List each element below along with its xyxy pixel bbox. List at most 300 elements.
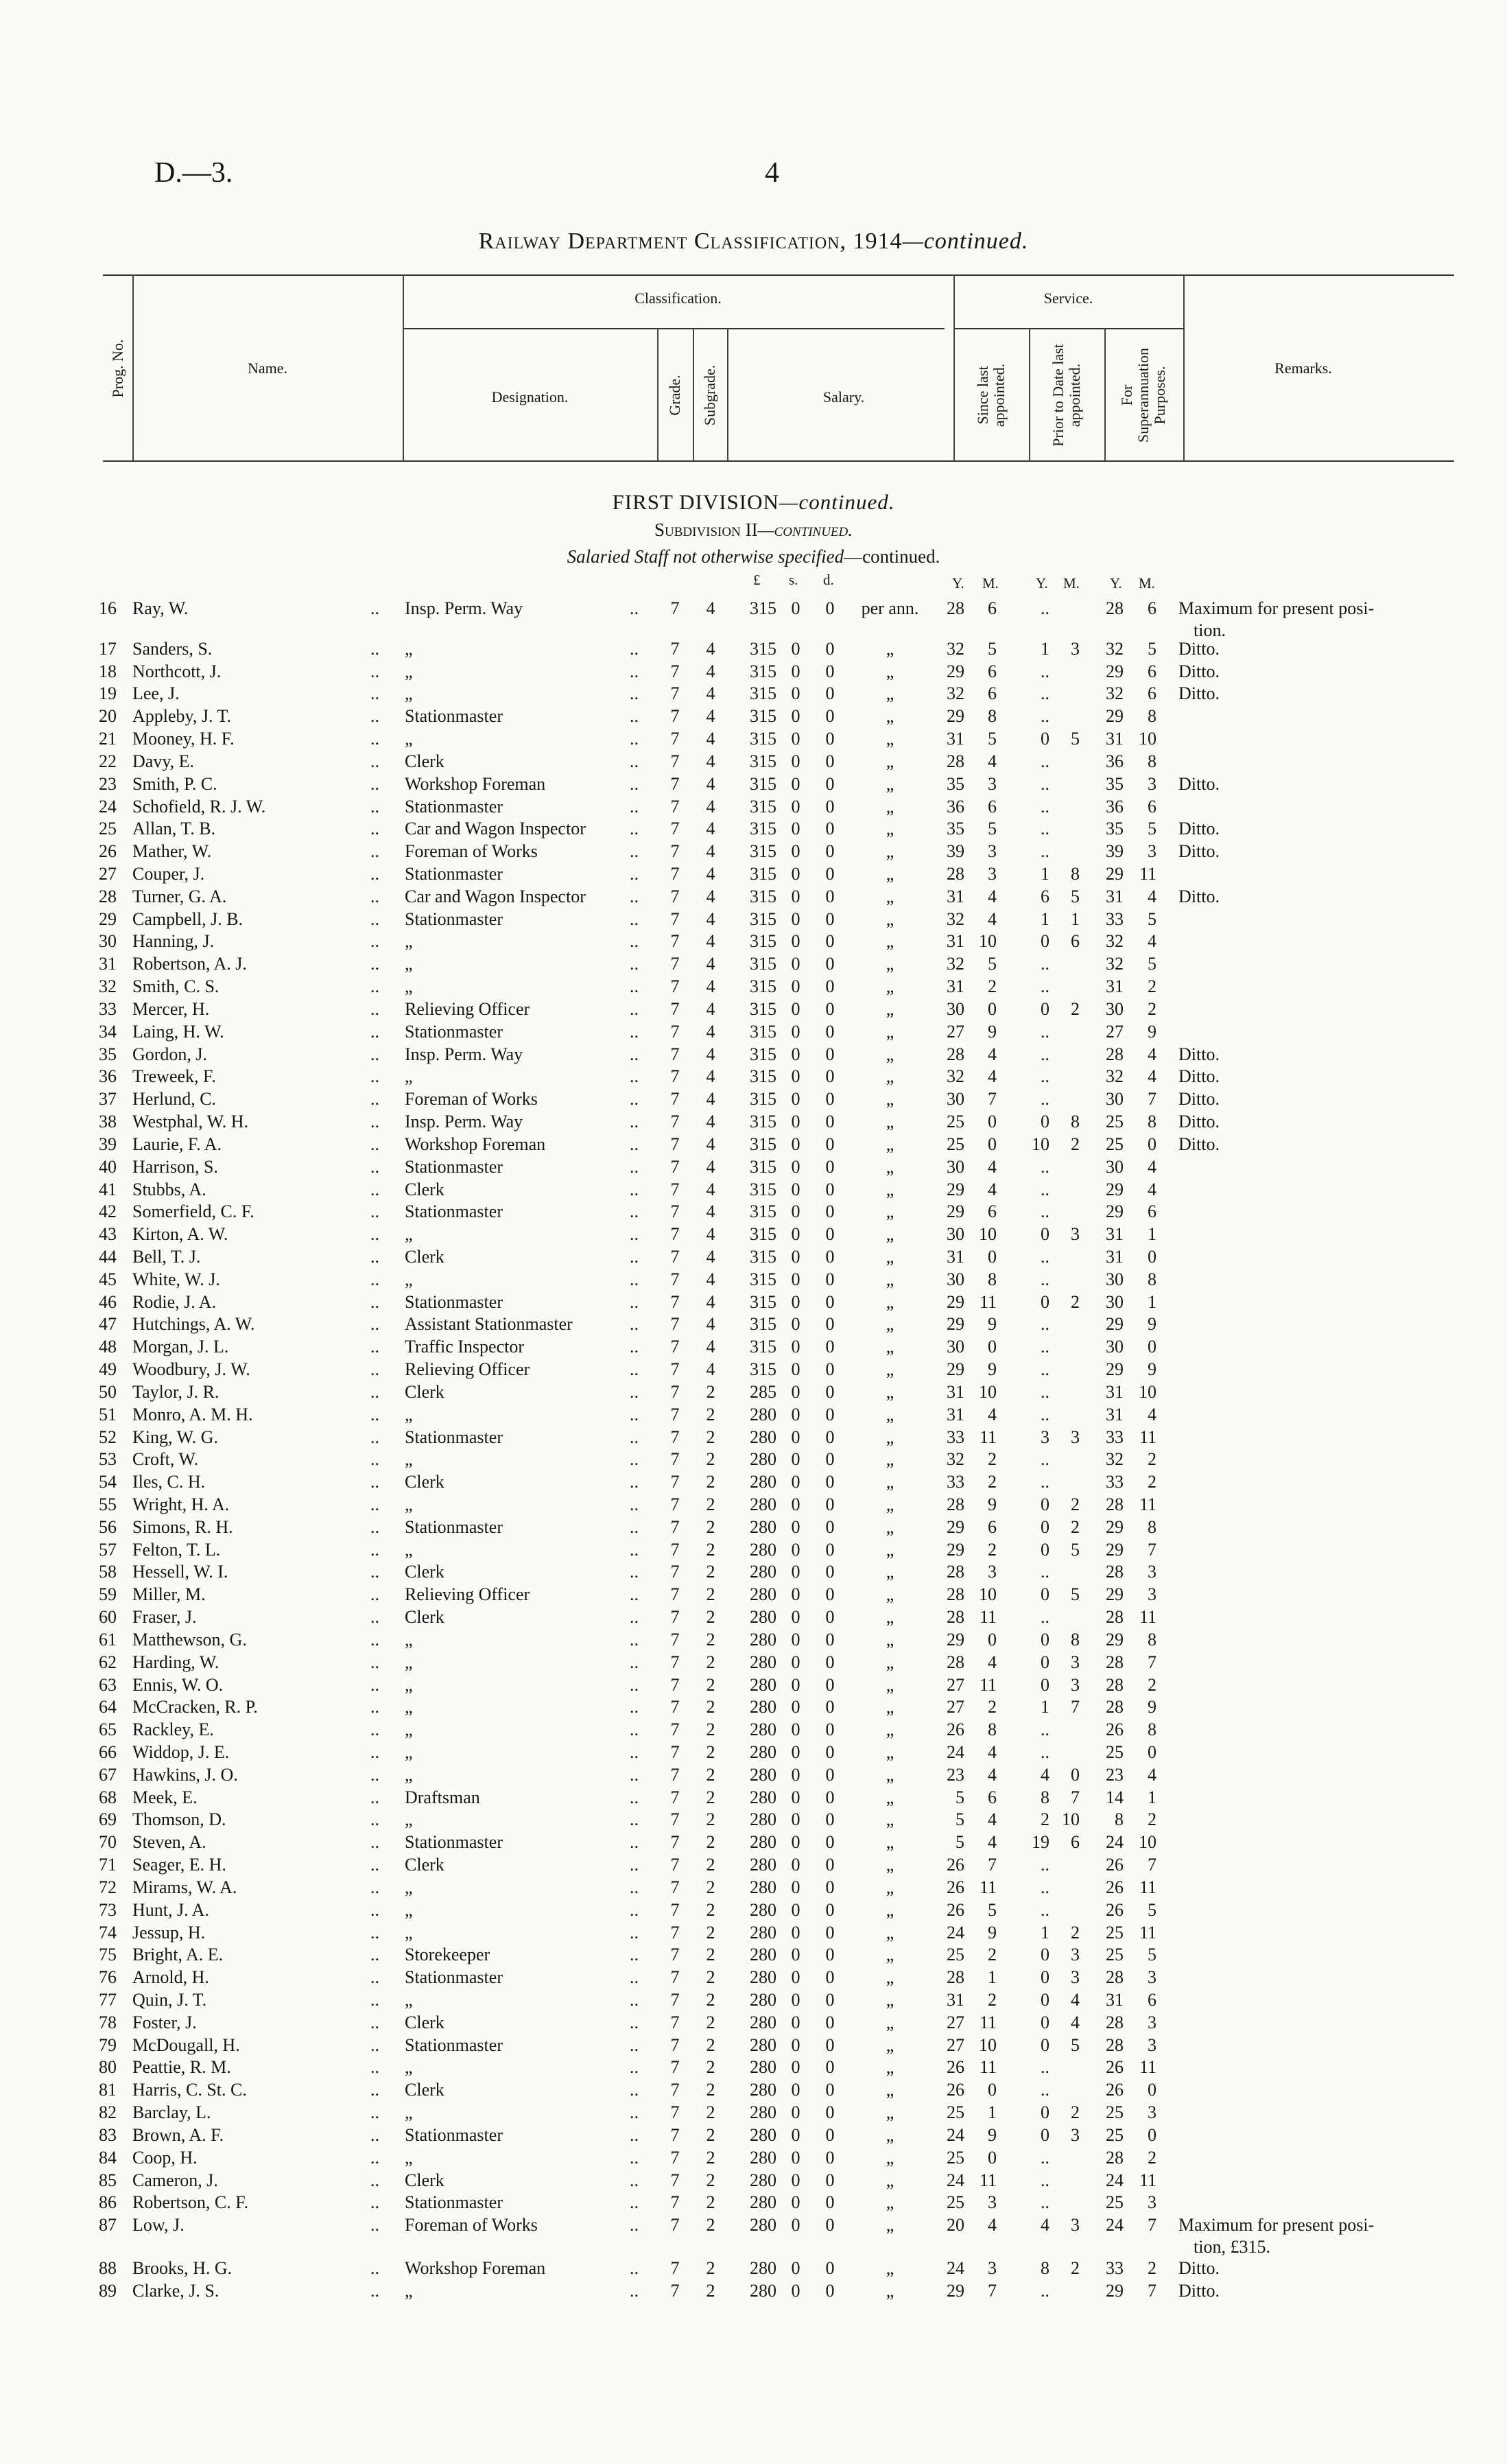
- prior-months: 2: [1071, 1134, 1080, 1154]
- designation: „: [405, 976, 413, 997]
- leader-dots: ..: [630, 998, 639, 1019]
- subgrade: 2: [706, 1562, 715, 1582]
- staff-name: Low, J.: [132, 2215, 185, 2236]
- designation: „: [405, 1990, 413, 2010]
- prior-months: 5: [1071, 1539, 1080, 1560]
- subgrade: 4: [706, 1179, 715, 1199]
- prog-no: 51: [99, 1404, 117, 1424]
- since-years: 29: [947, 1314, 964, 1335]
- leader-dots: ..: [370, 954, 379, 974]
- prior-months: 3: [1071, 2215, 1080, 2236]
- super-years: 28: [1106, 2012, 1124, 2032]
- salary-shillings: 0: [791, 1516, 800, 1537]
- salary-pence: 0: [825, 638, 835, 659]
- subgrade: 2: [706, 1381, 715, 1402]
- grade: 7: [670, 1269, 680, 1289]
- table-row: [0, 1539, 1507, 1561]
- staff-name: Laing, H. W.: [132, 1021, 224, 1042]
- salary-pence: 0: [825, 1877, 835, 1897]
- designation: „: [405, 661, 413, 681]
- since-months: 5: [988, 638, 997, 659]
- leader-dots: ..: [370, 1381, 379, 1402]
- staff-name: Bell, T. J.: [132, 1246, 201, 1267]
- leader-dots: ..: [370, 1224, 379, 1245]
- since-years: 31: [947, 1404, 964, 1424]
- super-months: 11: [1139, 1877, 1156, 1897]
- prior-years: ..: [1041, 1449, 1049, 1470]
- staff-name: Fraser, J.: [132, 1607, 197, 1628]
- super-years: 29: [1106, 1314, 1124, 1335]
- salary-pence: 0: [825, 1516, 835, 1537]
- salary-period: „: [886, 908, 894, 929]
- prior-years: ..: [1041, 706, 1049, 727]
- grade: 7: [670, 886, 680, 906]
- leader-dots: ..: [370, 661, 379, 681]
- salary-shillings: 0: [791, 706, 800, 727]
- super-months: 3: [1148, 2034, 1156, 2055]
- super-months: 7: [1148, 1539, 1156, 1560]
- salary-period: „: [886, 1359, 894, 1380]
- since-years: 36: [947, 796, 964, 817]
- prog-no: 66: [99, 1742, 117, 1762]
- designation: „: [405, 1224, 413, 1245]
- staff-name: Davy, E.: [132, 751, 195, 771]
- salary-pence: 0: [825, 819, 835, 839]
- salary-shillings: 0: [791, 2147, 800, 2168]
- table-row: [0, 2012, 1507, 2034]
- staff-name: Herlund, C.: [132, 1089, 217, 1110]
- staff-name: McCracken, R. P.: [132, 1697, 258, 1717]
- salary-period: „: [886, 1404, 894, 1424]
- leader-dots: ..: [370, 2215, 379, 2236]
- salary-shillings: 0: [791, 1449, 800, 1470]
- designation: „: [405, 2280, 413, 2301]
- prog-no: 43: [99, 1224, 117, 1245]
- staff-suffix: —continued.: [844, 546, 940, 567]
- unit-years-since: Y.: [952, 575, 964, 591]
- salary-shillings: 0: [791, 1787, 800, 1807]
- grade: 7: [670, 1945, 680, 1965]
- leader-dots: ..: [370, 1179, 379, 1199]
- grade: 7: [670, 1314, 680, 1335]
- subgrade: 2: [706, 1787, 715, 1807]
- super-years: 30: [1106, 1269, 1124, 1289]
- super-months: 9: [1148, 1021, 1156, 1042]
- table-row: [0, 976, 1507, 998]
- designation: „: [405, 729, 413, 749]
- staff-name: Peattie, R. M.: [132, 2057, 231, 2078]
- super-years: 26: [1106, 1877, 1124, 1897]
- super-years: 31: [1106, 886, 1124, 906]
- designation: Stationmaster: [405, 1291, 503, 1312]
- salary-pence: 0: [825, 1359, 835, 1380]
- super-years: 29: [1106, 661, 1124, 681]
- super-years: 26: [1106, 2057, 1124, 2078]
- subgrade: 2: [706, 1967, 715, 1988]
- table-row: [0, 1831, 1507, 1853]
- leader-dots: ..: [370, 1652, 379, 1672]
- leader-dots: ..: [630, 2034, 639, 2055]
- super-years: 27: [1106, 1021, 1124, 1042]
- subgrade: 4: [706, 908, 715, 929]
- since-months: 4: [988, 1066, 997, 1087]
- table-row: [0, 1787, 1507, 1809]
- super-months: 1: [1148, 1787, 1156, 1807]
- leader-dots: ..: [630, 1269, 639, 1289]
- salary-shillings: 0: [791, 1089, 800, 1110]
- since-years: 30: [947, 1089, 964, 1110]
- prior-years: 0: [1041, 2012, 1049, 2032]
- table-row: [0, 1741, 1507, 1763]
- since-months: 4: [988, 751, 997, 771]
- grade: 7: [670, 2280, 680, 2301]
- super-months: 5: [1148, 819, 1156, 839]
- salary-pence: 0: [825, 1742, 835, 1762]
- grade: 7: [670, 1990, 680, 2010]
- leader-dots: ..: [630, 1832, 639, 1853]
- prior-years: 0: [1041, 1674, 1049, 1695]
- super-years: 36: [1106, 751, 1124, 771]
- remarks: Ditto.: [1178, 1112, 1220, 1132]
- prior-years: ..: [1041, 1720, 1049, 1740]
- staff-name: Mercer, H.: [132, 998, 210, 1019]
- salary-pounds: 280: [750, 2258, 776, 2279]
- staff-name: Kirton, A. W.: [132, 1224, 228, 1245]
- salary-pence: 0: [825, 2147, 835, 2168]
- prior-years: ..: [1041, 1562, 1049, 1582]
- prior-years: 0: [1041, 931, 1049, 952]
- table-row: [0, 1381, 1507, 1403]
- leader-dots: ..: [370, 1156, 379, 1177]
- salary-shillings: 0: [791, 1720, 800, 1740]
- grade: 7: [670, 1404, 680, 1424]
- table-row: [0, 1021, 1507, 1043]
- subgrade: 2: [706, 2147, 715, 2168]
- designation: Assistant Stationmaster: [405, 1314, 573, 1335]
- grade: 7: [670, 2012, 680, 2032]
- remarks: Ditto.: [1178, 819, 1220, 839]
- table-row: [0, 1336, 1507, 1358]
- grade: 7: [670, 1337, 680, 1357]
- prog-no: 63: [99, 1674, 117, 1695]
- prog-no: 50: [99, 1381, 117, 1402]
- header-bottom-rule: [103, 460, 1454, 462]
- super-months: 4: [1148, 1156, 1156, 1177]
- salary-period: „: [886, 1381, 894, 1402]
- salary-shillings: 0: [791, 1922, 800, 1943]
- salary-shillings: 0: [791, 2258, 800, 2279]
- since-years: 32: [947, 638, 964, 659]
- salary-shillings: 0: [791, 1246, 800, 1267]
- salary-pounds: 280: [750, 1967, 776, 1988]
- grade: 7: [670, 819, 680, 839]
- prior-years: ..: [1041, 2280, 1049, 2301]
- table-row: [0, 2192, 1507, 2214]
- salary-period: „: [886, 1337, 894, 1357]
- prior-years: 2: [1041, 1809, 1049, 1830]
- staff-name: Clarke, J. S.: [132, 2280, 219, 2301]
- super-months: 8: [1148, 1629, 1156, 1650]
- subgrade: 4: [706, 1066, 715, 1087]
- leader-dots: ..: [370, 1516, 379, 1537]
- salary-pence: 0: [825, 1809, 835, 1830]
- designation: „: [405, 1899, 413, 1920]
- designation: Foreman of Works: [405, 841, 538, 862]
- salary-pounds: 315: [750, 598, 776, 618]
- prog-no: 84: [99, 2147, 117, 2168]
- salary-period: „: [886, 1494, 894, 1514]
- prior-years: ..: [1041, 1179, 1049, 1199]
- designation: Clerk: [405, 1179, 444, 1199]
- prog-no: 18: [99, 661, 117, 681]
- leader-dots: ..: [370, 751, 379, 771]
- since-months: 10: [979, 1381, 997, 1402]
- grade: 7: [670, 1742, 680, 1762]
- grade: 7: [670, 2215, 680, 2236]
- prior-months: 5: [1071, 886, 1080, 906]
- staff-name: Coop, H.: [132, 2147, 198, 2168]
- since-years: 31: [947, 1381, 964, 1402]
- title-main: Railway Department Classification, 1914: [478, 228, 903, 254]
- staff-name: McDougall, H.: [132, 2034, 240, 2055]
- leader-dots: ..: [370, 1742, 379, 1762]
- designation: „: [405, 1922, 413, 1943]
- salary-shillings: 0: [791, 1066, 800, 1087]
- grade: 7: [670, 1201, 680, 1222]
- since-months: 9: [988, 1494, 997, 1514]
- grade: 7: [670, 1359, 680, 1380]
- leader-dots: ..: [370, 1427, 379, 1447]
- salary-pence: 0: [825, 1629, 835, 1650]
- grade: 7: [670, 1179, 680, 1199]
- table-row: [0, 930, 1507, 952]
- since-years: 30: [947, 1337, 964, 1357]
- designation: Insp. Perm. Way: [405, 1112, 523, 1132]
- designation: „: [405, 2057, 413, 2078]
- staff-name: Hawkins, J. O.: [132, 1764, 238, 1785]
- leader-dots: ..: [630, 1472, 639, 1492]
- since-years: 28: [947, 598, 964, 618]
- prog-no: 41: [99, 1179, 117, 1199]
- leader-dots: ..: [630, 1359, 639, 1380]
- grade: 7: [670, 2124, 680, 2145]
- salary-shillings: 0: [791, 886, 800, 906]
- subgrade: 2: [706, 1922, 715, 1943]
- salary-pounds: 280: [750, 1809, 776, 1830]
- salary-shillings: 0: [791, 954, 800, 974]
- subgrade: 4: [706, 598, 715, 618]
- super-years: 32: [1106, 1066, 1124, 1087]
- salary-pounds: 315: [750, 908, 776, 929]
- since-months: 3: [988, 2258, 997, 2279]
- salary-pence: 0: [825, 1990, 835, 2010]
- prior-years: ..: [1041, 1359, 1049, 1380]
- classification-header: Classification.: [634, 290, 722, 307]
- grade: 7: [670, 2034, 680, 2055]
- super-months: 0: [1148, 1337, 1156, 1357]
- super-years: 31: [1106, 976, 1124, 997]
- salary-shillings: 0: [791, 1607, 800, 1628]
- designation: Traffic Inspector: [405, 1337, 525, 1357]
- salary-pounds: 280: [750, 2170, 776, 2190]
- salary-pence: 0: [825, 954, 835, 974]
- grade: 7: [670, 729, 680, 749]
- salary-period: „: [886, 1945, 894, 1965]
- super-months: 8: [1148, 751, 1156, 771]
- since-months: 4: [988, 1809, 997, 1830]
- grade: 7: [670, 954, 680, 974]
- salary-pounds: 315: [750, 1337, 776, 1357]
- unit-months-super: M.: [1139, 575, 1155, 591]
- salary-period: „: [886, 751, 894, 771]
- super-years: 28: [1106, 2147, 1124, 2168]
- subgrade: 4: [706, 998, 715, 1019]
- table-row: [0, 1179, 1507, 1201]
- super-months: 11: [1139, 2057, 1156, 2078]
- salary-pence: 0: [825, 908, 835, 929]
- leader-dots: ..: [630, 1629, 639, 1650]
- staff-name: Robertson, A. J.: [132, 954, 247, 974]
- super-years: 24: [1106, 2170, 1124, 2190]
- leader-dots: ..: [370, 773, 379, 794]
- grade: 7: [670, 661, 680, 681]
- super-months: 6: [1148, 683, 1156, 704]
- remarks: Ditto.: [1178, 638, 1220, 659]
- salary-period: „: [886, 706, 894, 727]
- super-years: 8: [1115, 1809, 1124, 1830]
- salary-pence: 0: [825, 1539, 835, 1560]
- staff-name: Turner, G. A.: [132, 886, 227, 906]
- since-months: 11: [979, 2012, 997, 2032]
- leader-dots: ..: [630, 1112, 639, 1132]
- prog-no: 42: [99, 1201, 117, 1222]
- prog-no: 22: [99, 751, 117, 771]
- prog-no: 64: [99, 1697, 117, 1717]
- grade: 7: [670, 1787, 680, 1807]
- salary-shillings: 0: [791, 1381, 800, 1402]
- since-months: 6: [988, 1516, 997, 1537]
- salary-pence: 0: [825, 864, 835, 884]
- salary-shillings: 0: [791, 1562, 800, 1582]
- leader-dots: ..: [370, 1697, 379, 1717]
- leader-dots: ..: [370, 1674, 379, 1695]
- leader-dots: ..: [370, 998, 379, 1019]
- super-years: 35: [1106, 819, 1124, 839]
- super-months: 0: [1148, 2080, 1156, 2100]
- leader-dots: ..: [630, 1764, 639, 1785]
- grade: 7: [670, 1539, 680, 1560]
- staff-name: Morgan, J. L.: [132, 1337, 229, 1357]
- super-months: 11: [1139, 1494, 1156, 1514]
- leader-dots: ..: [370, 1720, 379, 1740]
- table-row: [0, 598, 1507, 640]
- designation: Stationmaster: [405, 1201, 503, 1222]
- since-months: 4: [988, 1652, 997, 1672]
- super-years: 29: [1106, 1629, 1124, 1650]
- salary-pence: 0: [825, 1134, 835, 1154]
- since-years: 29: [947, 1291, 964, 1312]
- super-months: 0: [1148, 1742, 1156, 1762]
- salary-period: „: [886, 1877, 894, 1897]
- prog-no: 55: [99, 1494, 117, 1514]
- subgrade: 4: [706, 1021, 715, 1042]
- salary-shillings: 0: [791, 1832, 800, 1853]
- salary-pounds: 280: [750, 1674, 776, 1695]
- prior-years: 0: [1041, 1112, 1049, 1132]
- super-months: 10: [1139, 729, 1156, 749]
- leader-dots: ..: [630, 598, 639, 618]
- salary-period: „: [886, 1269, 894, 1289]
- leader-dots: ..: [630, 864, 639, 884]
- staff-name: Iles, C. H.: [132, 1472, 206, 1492]
- table-row: [0, 1696, 1507, 1718]
- salary-shillings: 0: [791, 1359, 800, 1380]
- since-months: 0: [988, 1337, 997, 1357]
- salary-shillings: 0: [791, 1652, 800, 1672]
- grade: 7: [670, 1584, 680, 1605]
- since-months: 0: [988, 1112, 997, 1132]
- salary-pounds: 315: [750, 1134, 776, 1154]
- prior-years: 6: [1041, 886, 1049, 906]
- since-years: 27: [947, 1697, 964, 1717]
- salary-pounds: 315: [750, 1066, 776, 1087]
- super-months: 11: [1139, 1607, 1156, 1628]
- salary-period: „: [886, 1674, 894, 1695]
- unit-years-prior: Y.: [1036, 575, 1048, 591]
- since-years: 35: [947, 773, 964, 794]
- salary-pounds: 315: [750, 954, 776, 974]
- staff-name: Northcott, J.: [132, 661, 222, 681]
- grade-header: Grade.: [666, 375, 683, 416]
- prior-months: 7: [1071, 1787, 1080, 1807]
- super-months: 8: [1148, 1720, 1156, 1740]
- table-row: [0, 1967, 1507, 1988]
- salary-pounds: 280: [750, 2192, 776, 2213]
- leader-dots: ..: [630, 1201, 639, 1222]
- salary-pounds: 315: [750, 1201, 776, 1222]
- salary-pence: 0: [825, 1472, 835, 1492]
- designation: „: [405, 1652, 413, 1672]
- since-years: 29: [947, 1516, 964, 1537]
- super-years: 26: [1106, 1855, 1124, 1875]
- super-years: 26: [1106, 1899, 1124, 1920]
- leader-dots: ..: [370, 1089, 379, 1110]
- leader-dots: ..: [630, 1787, 639, 1807]
- prior-years: 0: [1041, 1967, 1049, 1988]
- leader-dots: ..: [630, 1089, 639, 1110]
- table-row: [0, 863, 1507, 885]
- super-years: 29: [1106, 1179, 1124, 1199]
- salary-period: „: [886, 1967, 894, 1988]
- salary-shillings: 0: [791, 1674, 800, 1695]
- designation: Stationmaster: [405, 2124, 503, 2145]
- table-row: [0, 1223, 1507, 1245]
- since-years: 39: [947, 841, 964, 862]
- designation: Stationmaster: [405, 2192, 503, 2213]
- salary-shillings: 0: [791, 1855, 800, 1875]
- grade: 7: [670, 683, 680, 704]
- subgrade: 4: [706, 819, 715, 839]
- super-years: 25: [1106, 2102, 1124, 2123]
- salary-shillings: 0: [791, 2080, 800, 2100]
- leader-dots: ..: [370, 1246, 379, 1267]
- prior-years: 1: [1041, 908, 1049, 929]
- prior-years: 0: [1041, 1584, 1049, 1605]
- staff-name: Schofield, R. J. W.: [132, 796, 266, 817]
- table-row: [0, 1989, 1507, 2011]
- subgrade: 2: [706, 1720, 715, 1740]
- prog-no: 34: [99, 1021, 117, 1042]
